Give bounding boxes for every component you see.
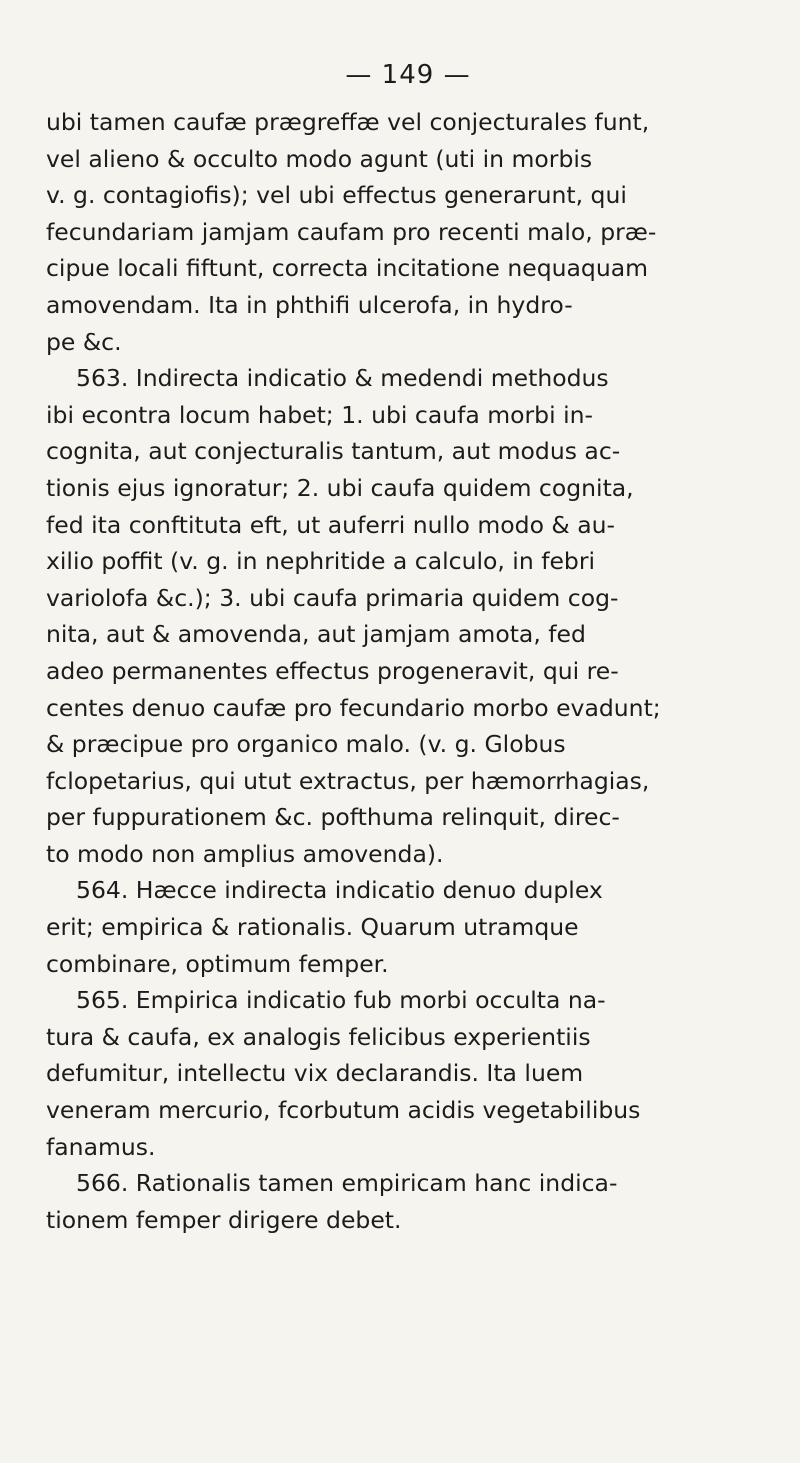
text-line: ibi econtra locum habet; 1. ubi caufa morbi in- [46,400,594,429]
text-line: erit; empirica & rationalis. Quarum utramque [46,913,579,942]
text-line: variolofa &c.); 3. ubi caufa primaria quidem cog- [46,583,619,612]
text-line: tura & caufa, ex analogis felicibus experientiis [46,1022,591,1051]
text-line: cipue locali fiftunt, correcta incitatione nequaquam [46,254,649,283]
text-line: cognita, aut conjecturalis tantum, aut modus ac- [46,437,621,466]
text-line: veneram mercurio, fcorbutum acidis vegetabilibus [46,1096,641,1125]
text-line: to modo non amplius amovenda). [46,839,444,868]
text-line: 564. Hæcce indirecta indicatio denuo duplex [76,876,603,905]
text-line: pe &c. [46,327,122,356]
text-line: 563. Indirecta indicatio & medendi methodus [76,364,609,393]
text-line: ubi tamen caufæ prægreffæ vel conjecturales funt, [46,108,650,136]
text-line: fed ita conftituta eft, ut auferri nullo modo & au- [46,510,616,539]
text-body [46,104,770,1238]
text-line: vel alieno & occulto modo agunt (uti in morbis [46,144,593,173]
text-line: amovendam. Ita in phthifi ulcerofa, in hydro- [46,290,573,319]
text-line: adeo permanentes effectus progeneravit, qui re- [46,656,619,685]
text-line: fecundariam jamjam caufam pro recenti malo, præ- [46,217,657,246]
text-line: 566. Rationalis tamen empiricam hanc indica- [76,1169,618,1198]
text-line: centes denuo caufæ pro fecundario morbo evadunt; [46,693,661,722]
text-line: fanamus. [46,1132,156,1161]
text-line: tionem femper dirigere debet. [46,1205,402,1234]
text-line: defumitur, intellectu vix declarandis. Ita luem [46,1059,584,1088]
text-line: 565. Empirica indicatio fub morbi occulta na- [76,986,606,1015]
text-line: per fuppurationem &c. pofthuma relinquit, direc- [46,803,620,832]
page-number: — 149 — [345,60,471,90]
text-line: fclopetarius, qui utut extractus, per hæmorrhagias, [46,766,650,795]
text-line: xilio poffit (v. g. in nephritide a calculo, in febri [46,547,596,576]
text-line: tionis ejus ignoratur; 2. ubi caufa quidem cognita, [46,473,634,502]
text-line: combinare, optimum femper. [46,949,389,978]
text-line: nita, aut & amovenda, aut jamjam amota, fed [46,620,586,649]
text-line: v. g. contagiofis); vel ubi effectus generarunt, qui [46,181,627,210]
text-line: & præcipue pro organico malo. (v. g. Globus [46,730,566,759]
